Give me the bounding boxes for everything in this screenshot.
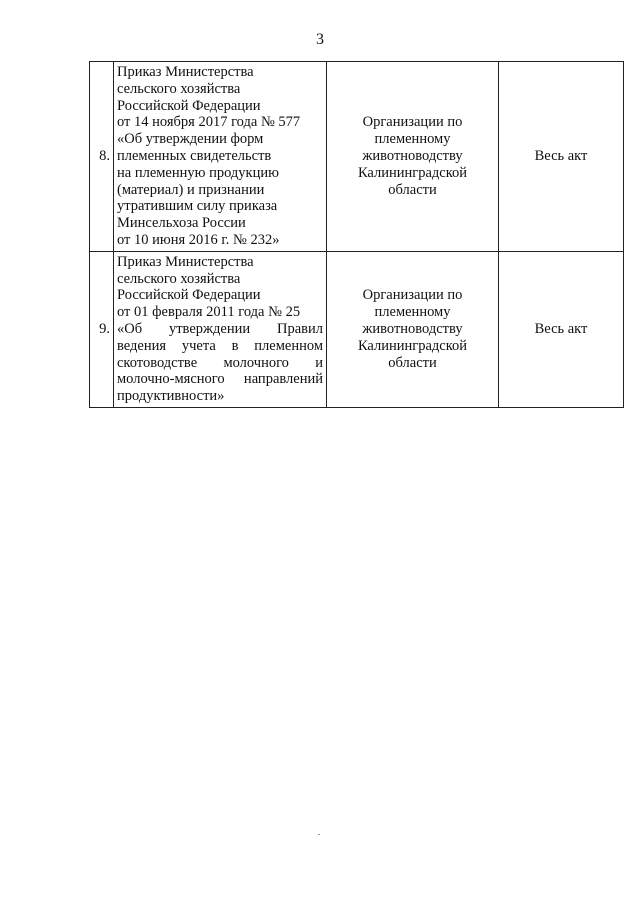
act-description-line: от 10 июня 2016 г. № 232» (117, 231, 280, 248)
act-scope: Весь акт (499, 251, 624, 407)
act-description-line: сельского хозяйства (117, 80, 241, 97)
act-description-line: (материал) и признании (117, 181, 265, 198)
organizations-line: племенному (374, 131, 451, 148)
affected-organizations (327, 251, 499, 407)
organizations-line: племенному (374, 304, 451, 321)
organizations-line: животноводству (362, 320, 463, 337)
act-description-line: продуктивности» (117, 388, 225, 405)
act-description-line: на племенную продукцию (117, 164, 279, 181)
affected-organizations (327, 62, 499, 252)
act-description-line: утратившим силу приказа (117, 198, 278, 215)
act-description-line: от 01 февраля 2011 года № 25 (117, 304, 301, 321)
act-description-line: сельского хозяйства (117, 270, 241, 287)
table-row (90, 251, 624, 407)
page-number: 3 (316, 31, 324, 48)
act-description-line: «Об утверждении форм (117, 131, 264, 148)
act-description-line: Минсельхоза России (117, 215, 246, 232)
act-description-line: Приказ Министерства (117, 64, 254, 80)
organizations-line: животноводству (362, 147, 463, 164)
acts-table (89, 61, 624, 408)
organizations-line: Организации по (362, 114, 463, 131)
organizations-line: Организации по (362, 287, 463, 304)
act-description-line: ведения учета в племенном (117, 337, 323, 354)
act-description-line: Приказ Министерства (117, 253, 254, 270)
act-description-line: от 14 ноября 2017 года № 577 (117, 114, 301, 131)
organizations-line: области (388, 181, 437, 198)
act-description-line: Российской Федерации (117, 287, 261, 304)
organizations-line: области (388, 354, 437, 371)
act-description-line: «Об утверждении Правил (117, 320, 323, 337)
row-number: 8. (90, 62, 114, 252)
act-description (114, 62, 327, 252)
act-description-line: молочно-мясного направлений (117, 371, 323, 388)
act-description-line: Российской Федерации (117, 97, 261, 114)
table-row (90, 62, 624, 252)
scan-speck (318, 834, 320, 835)
row-number: 9. (90, 251, 114, 407)
act-description (114, 251, 327, 407)
act-description-line: племенных свидетельств (117, 147, 272, 164)
act-scope: Весь акт (499, 62, 624, 252)
organizations-line: Калининградской (357, 337, 468, 354)
act-description-line: скотоводстве молочного и (117, 354, 323, 371)
organizations-line: Калининградской (357, 164, 468, 181)
